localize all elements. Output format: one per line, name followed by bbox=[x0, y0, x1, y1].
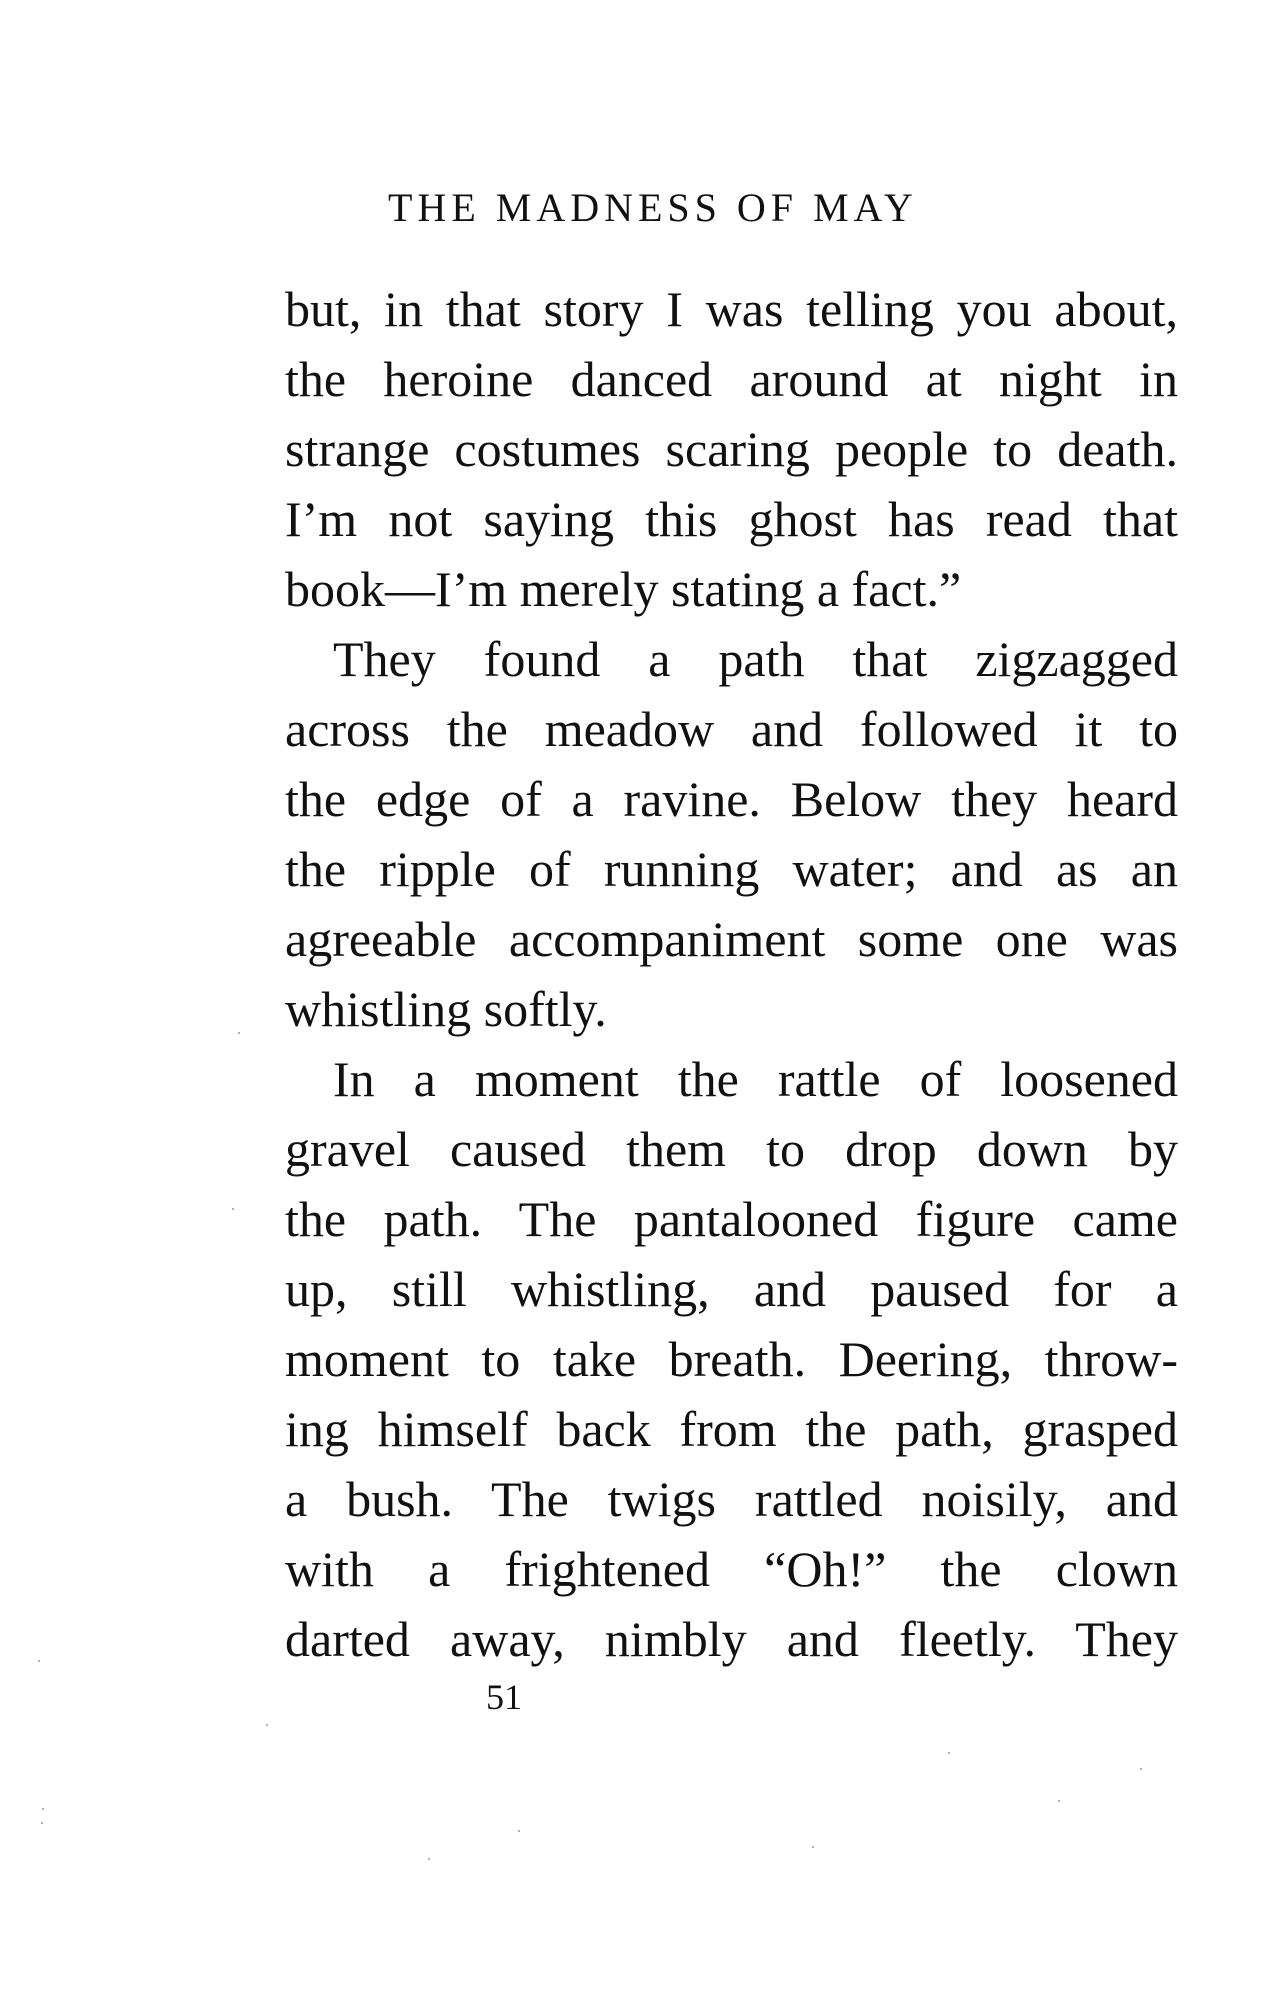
scan-speck bbox=[38, 1660, 40, 1662]
scan-speck bbox=[1058, 1800, 1060, 1802]
text-line: gravel caused them to drop down by bbox=[285, 1121, 1178, 1177]
running-head: THE MADNESS OF MAY bbox=[388, 185, 918, 230]
text-line: darted away, nimbly and fleetly. They bbox=[285, 1611, 1178, 1667]
scan-speck bbox=[1140, 1768, 1142, 1770]
text-line: book—I’m merely stating a fact.” bbox=[285, 561, 962, 617]
scan-speck bbox=[42, 1808, 44, 1810]
text-line: strange costumes scaring people to death. bbox=[285, 421, 1178, 477]
scan-speck bbox=[428, 1858, 430, 1860]
text-line: I’m not saying this ghost has read that bbox=[285, 491, 1178, 547]
scan-speck bbox=[812, 1846, 814, 1848]
text-line: moment to take breath. Deering, throw- bbox=[285, 1331, 1178, 1387]
text-line: with a frightened “Oh!” the clown bbox=[285, 1541, 1178, 1597]
text-line: They found a path that zigzagged bbox=[333, 631, 1178, 687]
scan-speck bbox=[948, 1752, 950, 1754]
page-number: 51 bbox=[486, 1677, 522, 1717]
scan-speck bbox=[518, 1830, 520, 1832]
text-line: In a moment the rattle of loosened bbox=[333, 1051, 1178, 1107]
text-line: the heroine danced around at night in bbox=[285, 351, 1178, 407]
text-line: whistling softly. bbox=[285, 981, 607, 1037]
scan-speck bbox=[238, 1032, 240, 1034]
scan-speck bbox=[232, 1208, 234, 1210]
text-line: the path. The pantalooned figure came bbox=[285, 1191, 1178, 1247]
text-line: up, still whistling, and paused for a bbox=[285, 1261, 1178, 1317]
text-line: across the meadow and followed it to bbox=[285, 701, 1178, 757]
text-line: ing himself back from the path, grasped bbox=[285, 1401, 1178, 1457]
text-line: the ripple of running water; and as an bbox=[285, 841, 1178, 897]
scan-speck bbox=[41, 1822, 43, 1824]
text-line: the edge of a ravine. Below they heard bbox=[285, 771, 1178, 827]
body-text bbox=[285, 274, 1178, 1674]
text-line: agreeable accompaniment some one was bbox=[285, 911, 1178, 967]
scan-speck bbox=[266, 1724, 268, 1726]
text-line: but, in that story I was telling you about, bbox=[285, 281, 1178, 337]
text-line: a bush. The twigs rattled noisily, and bbox=[285, 1471, 1178, 1527]
